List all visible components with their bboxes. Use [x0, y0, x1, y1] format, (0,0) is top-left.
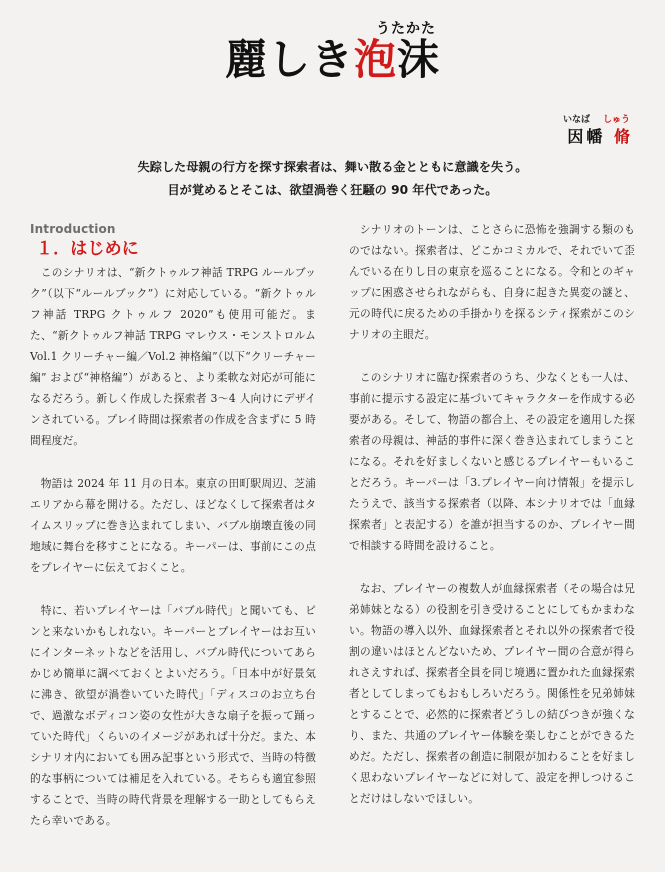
right-paragraph-1: シナリオのトーンは、ことさらに恐怖を強調する類のものではない。探索者は、どこかコミカルで、それでいて歪んでいる在りし日の東京を巡ることになる。令和とのギャップに困惑させられながらも、自身に起きた異変の謎と、元の時代に戻るための手掛かりを探るシティ探索がこのシナリオの主眼だ。	[349, 223, 635, 341]
author-given-ruby: しゅう	[603, 115, 631, 125]
lead-line-1: 失踪した母親の行方を探す探索者は、舞い散る金とともに意識を失う。	[137, 160, 528, 174]
lead-line-2: 目が覚めるとそこは、欲望渦巻く狂騒の 90 年代であった。	[167, 183, 498, 197]
title-ruby: うたかた	[376, 21, 436, 37]
title-block	[0, 8, 665, 90]
left-paragraph-1: このシナリオは、“新クトゥルフ神話 TRPG ルールブック”（以下“ルールブック”）に対応している。“新クトゥルフ神話 TRPG クトゥルフ 2020”も使用可能だ。また、“新クトゥルフ神話 TRPG マレウス・モンストロルム Vol.1 クリーチャー編／Vol.2 神格編”（以下“クリーチャー編” および“神格編”）があると、より柔軟な対応が可能になるだろう。新しく作成した探索者 3～4 人向けにデザインされている。プレイ時間は探索者の作成を含まずに 5 時間程度だ。	[30, 266, 316, 447]
right-column	[349, 219, 635, 831]
author-given-name: 脩	[613, 127, 633, 146]
title-part-2: 泡	[353, 35, 397, 84]
author-block	[561, 112, 633, 147]
author-name	[561, 124, 633, 147]
section-label: Introduction	[30, 222, 116, 236]
right-paragraph-3: なお、プレイヤーの複数人が血縁探索者（その場合は兄弟姉妹となる）の役割を引き受けることにしてもかまわない。物語の導入以外、血縁探索者とそれ以外の探索者で役割の違いはほとんどないため、プレイヤー間の合意が得られさえすれば、探索者全員を同じ境遇に置かれた血縁探索者としてしまってもおもしろいだろう。関係性を兄弟姉妹とすることで、必然的に探索者どうしの結びつきが強くなり、また、共通のプレイヤー体験を楽しむことができるためだ。ただし、探索者の創造に制限が加わることを好ましく思わないプレイヤーなどに対して、設定を押しつけることだけはしないでほしい。	[349, 582, 635, 805]
author-ruby	[561, 112, 633, 124]
author-surname: 因幡	[567, 127, 606, 146]
author-surname-ruby: いなば	[563, 115, 591, 125]
page-title	[0, 36, 665, 84]
title-part-1: 麗しき	[224, 35, 354, 84]
left-column	[30, 222, 316, 853]
lead-text	[0, 156, 665, 202]
section-heading: １．はじめに	[36, 239, 139, 259]
title-part-3: 沫	[397, 35, 441, 84]
left-paragraph-3: 特に、若いプレイヤーは「バブル時代」と聞いても、ピンと来ないかもしれない。キーパーとプレイヤーはお互いにインターネットなどを活用し、バブル時代についてあらかじめ簡単に調べておくとよいだろう。「日本中が好景気に沸き、欲望が渦巻いていた時代」「ディスコのお立ち台で、過激なボディコン姿の女性が大きな扇子を振って踊っていた時代」くらいのイメージがあれば十分だ。また、本シナリオ内においても囲み記事という形式で、当時の特徴的な事柄については補足を入れている。そちらも適宜参照することで、当時の時代背景を理解する一助としてもらえたら幸いである。	[30, 604, 316, 827]
left-paragraph-2: 物語は 2024 年 11 月の日本。東京の田町駅周辺、芝浦エリアから幕を開ける。ただし、ほどなくして探索者はタイムスリップに巻き込まれてしまい、バブル崩壊直後の同地域に舞台を移すことになる。キーパーは、事前にこの点をプレイヤーに伝えておくこと。	[30, 477, 316, 574]
right-paragraph-2: このシナリオに臨む探索者のうち、少なくとも一人は、事前に提示する設定に基づいてキャラクターを作成する必要がある。そして、物語の都合上、その設定を適用した探索者の母親は、神話的事件に深く巻き込まれてしまうことになる。それを好ましくないと感じるプレイヤーもいることだろう。キーパーは「3.プレイヤー向け情報」を提示したうえで、該当する探索者（以降、本シナリオでは「血縁探索者」と表記する）を誰が担当するのか、プレイヤー間で相談する時間を設けること。	[349, 371, 635, 552]
